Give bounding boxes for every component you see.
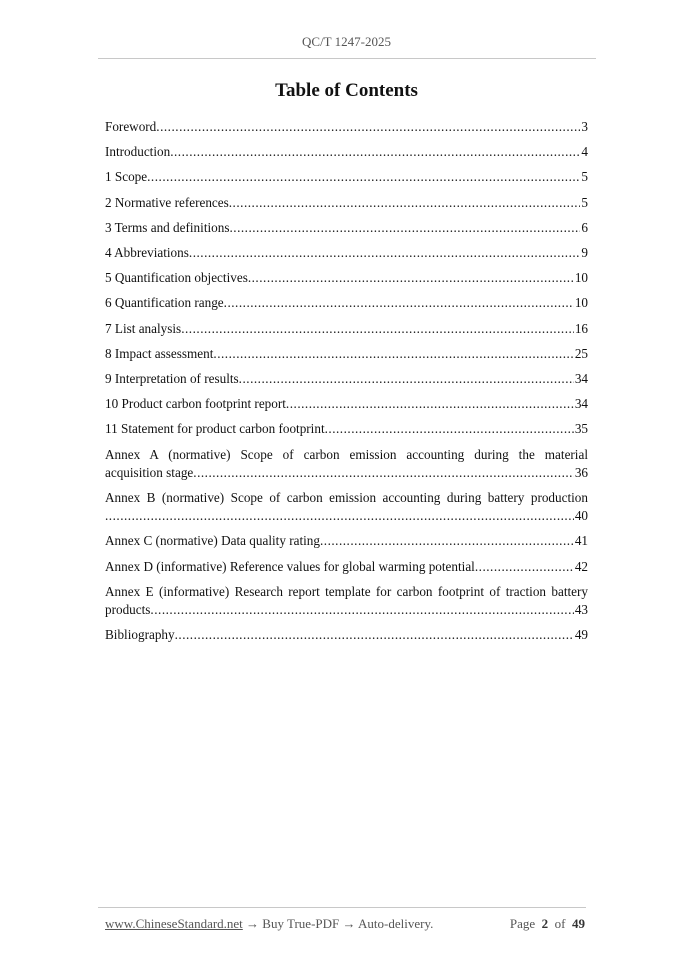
toc-entry-title: products <box>105 602 151 618</box>
toc-page-number: 35 <box>574 421 588 437</box>
of-label: of <box>554 916 566 931</box>
toc-entry-title: 9 Interpretation of results <box>105 371 239 387</box>
dot-leader <box>248 269 574 287</box>
dot-leader <box>175 626 574 644</box>
toc-entry[interactable] <box>105 446 588 482</box>
table-of-contents <box>105 118 588 651</box>
dot-leader <box>193 464 574 482</box>
dot-leader <box>320 532 574 550</box>
toc-entry[interactable] <box>105 370 588 388</box>
dot-leader <box>181 320 574 338</box>
total-pages: 49 <box>572 916 585 931</box>
toc-entry-title: Introduction <box>105 144 171 160</box>
toc-entry-title: 5 Quantification objectives <box>105 270 248 286</box>
toc-page-number: 10 <box>574 295 588 311</box>
toc-page-number: 40 <box>574 508 588 524</box>
header-divider <box>98 58 596 59</box>
dot-leader <box>325 420 574 438</box>
current-page: 2 <box>541 916 549 931</box>
toc-page-number: 41 <box>574 533 588 549</box>
toc-entry[interactable] <box>105 219 588 237</box>
toc-page-number: 3 <box>581 119 588 134</box>
toc-entry[interactable] <box>105 395 588 413</box>
toc-page-number: 4 <box>581 144 588 160</box>
toc-entry[interactable] <box>105 118 588 136</box>
toc-entry-title: acquisition stage <box>105 464 194 480</box>
toc-entry-title: 6 Quantification range <box>105 295 224 311</box>
toc-page-number: 36 <box>574 464 588 480</box>
toc-entry[interactable] <box>105 345 588 363</box>
page-title: Table of Contents <box>275 80 418 101</box>
toc-page-number: 16 <box>574 320 588 336</box>
footer-promo <box>105 916 433 932</box>
toc-entry[interactable] <box>105 244 588 262</box>
toc-entry-title: Bibliography <box>105 627 175 643</box>
dot-leader <box>229 219 580 237</box>
toc-entry[interactable] <box>105 420 588 438</box>
toc-entry[interactable] <box>105 269 588 287</box>
dot-leader <box>170 143 580 161</box>
toc-page-number: 6 <box>581 219 588 235</box>
toc-entry-title: Annex C (normative) Data quality rating <box>105 533 320 549</box>
toc-page-number: 42 <box>574 558 588 574</box>
toc-entry-title-line: Annex B (normative) Scope of carbon emission accounting during battery production <box>105 490 588 506</box>
footer-divider <box>98 907 586 908</box>
toc-entry-title: Foreword <box>105 119 157 134</box>
toc-entry-title-line: Annex E (informative) Research report template for carbon footprint of traction battery <box>105 583 588 599</box>
website-link[interactable]: www.ChineseStandard.net <box>105 916 243 931</box>
toc-entry-title: 2 Normative references <box>105 194 229 210</box>
toc-entry[interactable] <box>105 294 588 312</box>
toc-page-number: 34 <box>574 371 588 387</box>
page-indicator <box>510 916 585 932</box>
dot-leader <box>475 558 574 576</box>
dot-leader <box>189 244 581 262</box>
toc-entry[interactable] <box>105 626 588 644</box>
toc-entry-title: 7 List analysis <box>105 320 182 336</box>
dot-leader <box>150 601 573 619</box>
toc-entry-title: 10 Product carbon footprint report <box>105 396 286 412</box>
dot-leader <box>213 345 573 363</box>
toc-page-number: 5 <box>581 169 588 185</box>
toc-page-number: 25 <box>574 345 588 361</box>
toc-entry-title: 4 Abbreviations <box>105 245 189 261</box>
toc-entry-title-line: Annex A (normative) Scope of carbon emission accounting during the material <box>105 446 588 462</box>
toc-entry-title: 3 Terms and definitions <box>105 219 230 235</box>
toc-entry[interactable] <box>105 143 588 161</box>
toc-entry-title: 11 Statement for product carbon footprint <box>105 421 325 437</box>
dot-leader <box>286 395 574 413</box>
toc-entry[interactable] <box>105 489 588 525</box>
dot-leader <box>229 194 581 212</box>
toc-page-number: 9 <box>581 245 588 261</box>
toc-entry-title: 8 Impact assessment <box>105 345 214 361</box>
toc-entry-title: 1 Scope <box>105 169 148 185</box>
toc-page-number: 49 <box>574 627 588 643</box>
toc-page-number: 34 <box>574 396 588 412</box>
footer <box>105 916 585 932</box>
footer-text: → Buy True-PDF → Auto-delivery. <box>242 916 434 931</box>
toc-entry[interactable] <box>105 583 588 619</box>
toc-entry[interactable] <box>105 194 588 212</box>
toc-page-number: 5 <box>581 194 588 210</box>
dot-leader <box>147 168 580 186</box>
toc-entry[interactable] <box>105 558 588 576</box>
page-label: Page <box>509 916 536 931</box>
dot-leader <box>156 118 580 136</box>
toc-entry-title: Annex D (informative) Reference values for global warming potential <box>105 558 475 574</box>
dot-leader <box>105 507 574 525</box>
toc-entry[interactable] <box>105 168 588 186</box>
toc-page-number: 10 <box>574 270 588 286</box>
dot-leader <box>239 370 574 388</box>
running-header: QC/T 1247-2025 <box>302 34 391 49</box>
toc-entry[interactable] <box>105 532 588 550</box>
toc-entry[interactable] <box>105 320 588 338</box>
dot-leader <box>224 294 574 312</box>
toc-page-number: 43 <box>574 602 588 618</box>
